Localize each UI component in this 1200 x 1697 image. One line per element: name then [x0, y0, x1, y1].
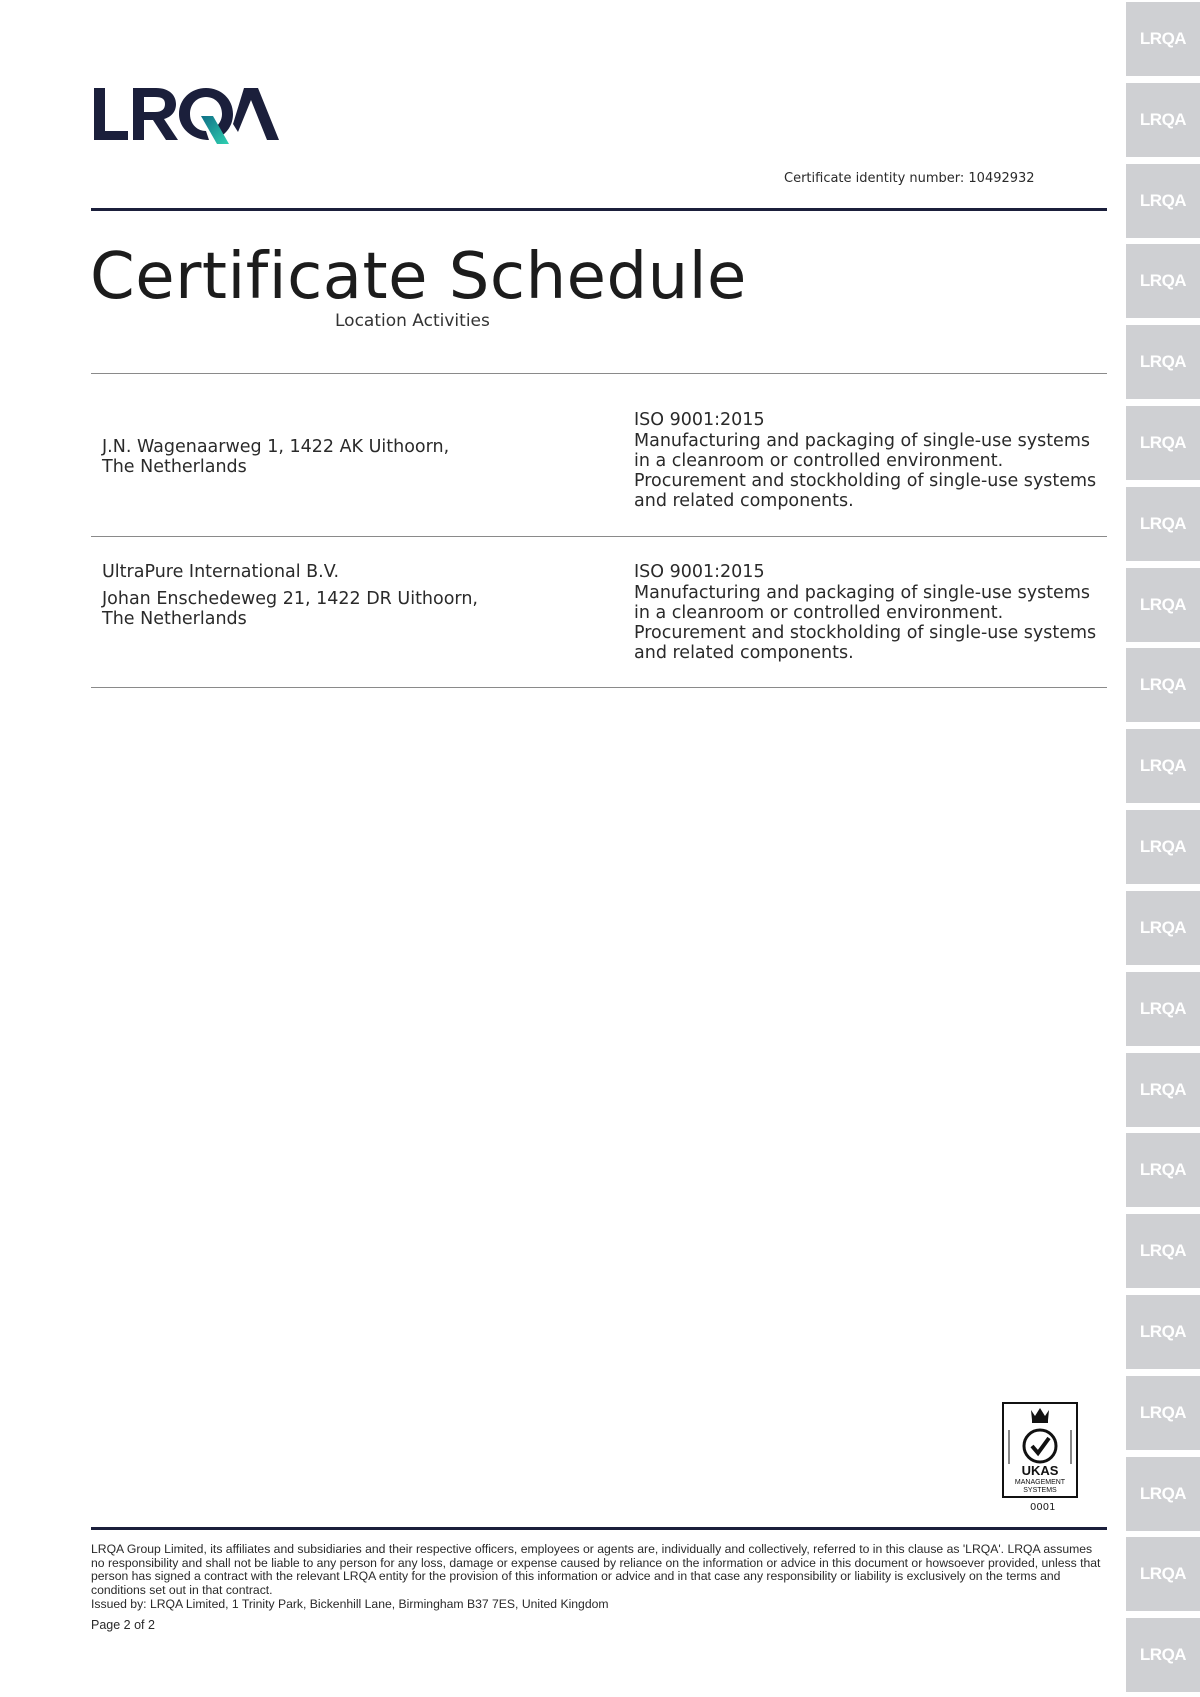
side-strip-tile: LRQA — [1126, 1053, 1200, 1127]
ukas-code: 0001 — [1030, 1502, 1056, 1513]
disclaimer-text: LRQA Group Limited, its affiliates and subsidiaries and their respective officers, employees or agents are, individually and collectively, referred to in this clause as 'LRQA'. LRQA assumes no responsibility and shall not be liable to any person for any loss, damage or expense caused by reliance on the information or advice in this document or howsoever provided, unless that person has signed a contract with the relevant LRQA entity for the provision of this information or advice and in that case any responsibility or liability is exclusively on the terms and conditions set out in that contract. — [91, 1542, 1101, 1598]
standard-label: ISO 9001:2015 — [634, 410, 765, 430]
side-strip-tile: LRQA — [1126, 325, 1200, 399]
company-name: UltraPure International B.V. — [102, 562, 340, 582]
side-strip-tile: LRQA — [1126, 1618, 1200, 1692]
side-strip-tile: LRQA — [1126, 729, 1200, 803]
side-strip-tile: LRQA — [1126, 1214, 1200, 1288]
side-strip-tile: LRQA — [1126, 1133, 1200, 1207]
location-scope — [634, 562, 1104, 663]
page-title: Certificate Schedule — [90, 240, 747, 314]
side-strip-tile: LRQA — [1126, 568, 1200, 642]
row-divider — [91, 687, 1107, 688]
side-strip-tile: LRQA — [1126, 487, 1200, 561]
side-strip-tile: LRQA — [1126, 891, 1200, 965]
address-line: The Netherlands — [102, 609, 247, 629]
row-divider — [91, 536, 1107, 537]
ukas-label: UKAS — [1021, 1463, 1059, 1478]
side-strip-tile: LRQA — [1126, 1537, 1200, 1611]
side-strip-tile: LRQA — [1126, 83, 1200, 157]
header-divider — [91, 208, 1107, 211]
side-strip-tile: LRQA — [1126, 1295, 1200, 1369]
page-number: Page 2 of 2 — [91, 1618, 155, 1632]
footer-disclaimer — [91, 1543, 1101, 1612]
location-scope — [634, 410, 1104, 511]
address-line: Johan Enschedeweg 21, 1422 DR Uithoorn, — [102, 589, 478, 609]
ukas-accreditation-mark — [1002, 1402, 1078, 1498]
side-brand-strip — [1126, 0, 1200, 1697]
side-strip-tile: LRQA — [1126, 2, 1200, 76]
certificate-identity-number: Certificate identity number: 10492932 — [784, 171, 1035, 186]
address-line: The Netherlands — [102, 457, 247, 477]
ukas-crown-check-icon — [1004, 1404, 1076, 1496]
standard-label: ISO 9001:2015 — [634, 562, 765, 582]
lrqa-logo-mark — [92, 86, 282, 146]
side-strip-tile: LRQA — [1126, 1376, 1200, 1450]
ukas-sub-label: MANAGEMENT — [1014, 1479, 1066, 1486]
side-strip-tile: LRQA — [1126, 810, 1200, 884]
location-address — [102, 437, 449, 477]
page-subtitle: Location Activities — [335, 311, 490, 331]
side-strip-tile: LRQA — [1126, 1457, 1200, 1531]
issued-by-text: Issued by: LRQA Limited, 1 Trinity Park, Bickenhill Lane, Birmingham B37 7ES, United Kingdom — [91, 1596, 609, 1611]
side-strip-tile: LRQA — [1126, 164, 1200, 238]
address-line: J.N. Wagenaarweg 1, 1422 AK Uithoorn, — [102, 437, 450, 457]
side-strip-tile: LRQA — [1126, 244, 1200, 318]
section-divider — [91, 373, 1107, 374]
side-strip-tile: LRQA — [1126, 648, 1200, 722]
lrqa-logo — [92, 86, 282, 146]
location-address — [102, 562, 478, 629]
scope-text: Manufacturing and packaging of single-use systems in a cleanroom or controlled environment. Procurement and stockholding of single-use systems and related components. — [634, 431, 1097, 511]
side-strip-tile: LRQA — [1126, 972, 1200, 1046]
ukas-sub-label: SYSTEMS — [1023, 1487, 1057, 1494]
side-strip-tile: LRQA — [1126, 406, 1200, 480]
scope-text: Manufacturing and packaging of single-use systems in a cleanroom or controlled environment. Procurement and stockholding of single-use systems and related components. — [634, 583, 1097, 663]
footer-divider — [91, 1527, 1107, 1530]
